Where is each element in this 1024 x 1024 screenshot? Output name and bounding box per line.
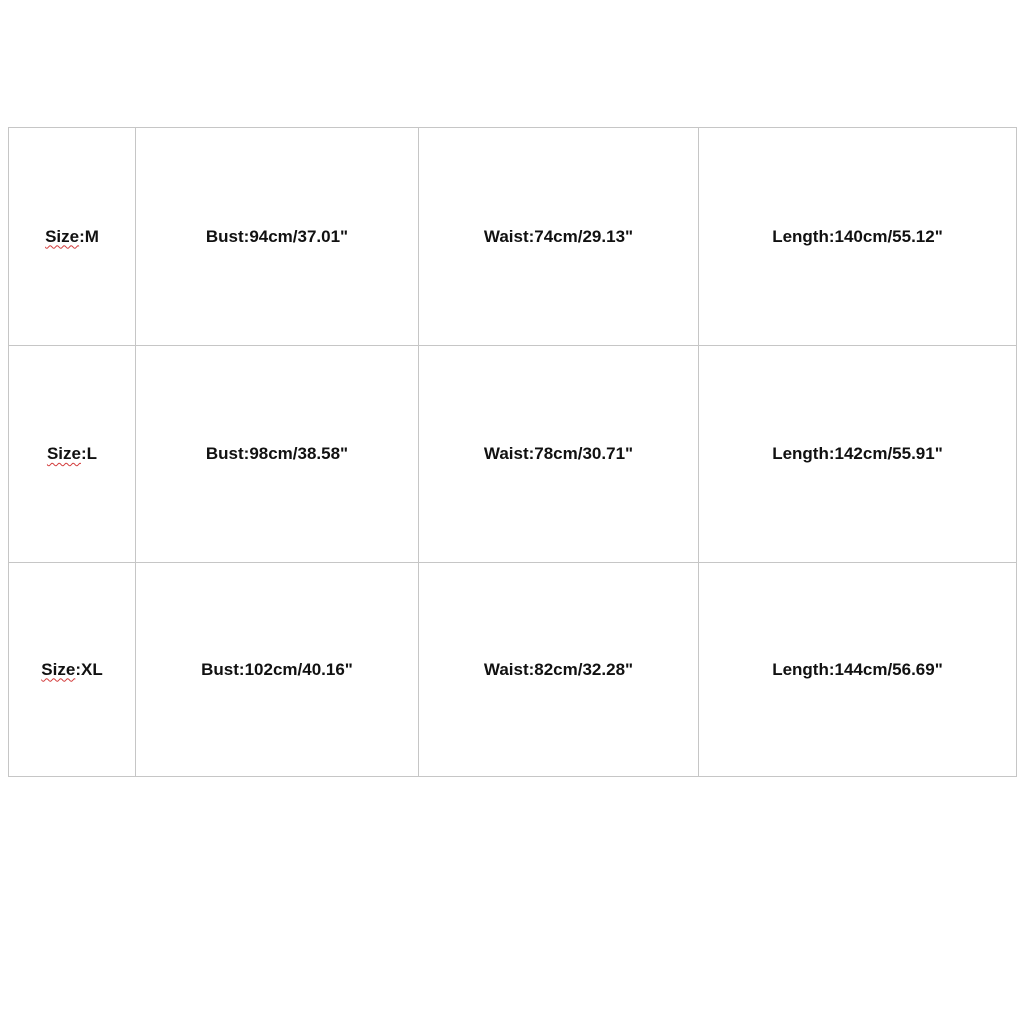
size-label: Size	[41, 659, 76, 679]
size-value: :L	[80, 444, 98, 463]
table-row	[9, 563, 1017, 777]
bust-cell: Bust:98cm/38.58"	[136, 346, 419, 563]
bust-cell: Bust:102cm/40.16"	[136, 563, 419, 777]
length-cell: Length:142cm/55.91"	[699, 346, 1017, 563]
table-row	[9, 346, 1017, 563]
size-label: Size	[46, 444, 81, 463]
size-value: :M	[79, 226, 99, 246]
size-label: Size	[45, 226, 80, 246]
table-row	[9, 128, 1017, 346]
size-chart-table	[8, 127, 1017, 777]
length-cell: Length:144cm/56.69"	[699, 563, 1017, 777]
size-cell	[9, 563, 136, 777]
size-cell	[9, 346, 136, 563]
length-cell: Length:140cm/55.12"	[699, 128, 1017, 346]
waist-cell: Waist:82cm/32.28"	[419, 563, 699, 777]
waist-cell: Waist:74cm/29.13"	[419, 128, 699, 346]
waist-cell: Waist:78cm/30.71"	[419, 346, 699, 563]
size-cell	[9, 128, 136, 346]
bust-cell: Bust:94cm/37.01"	[136, 128, 419, 346]
size-value: :XL	[75, 659, 103, 679]
